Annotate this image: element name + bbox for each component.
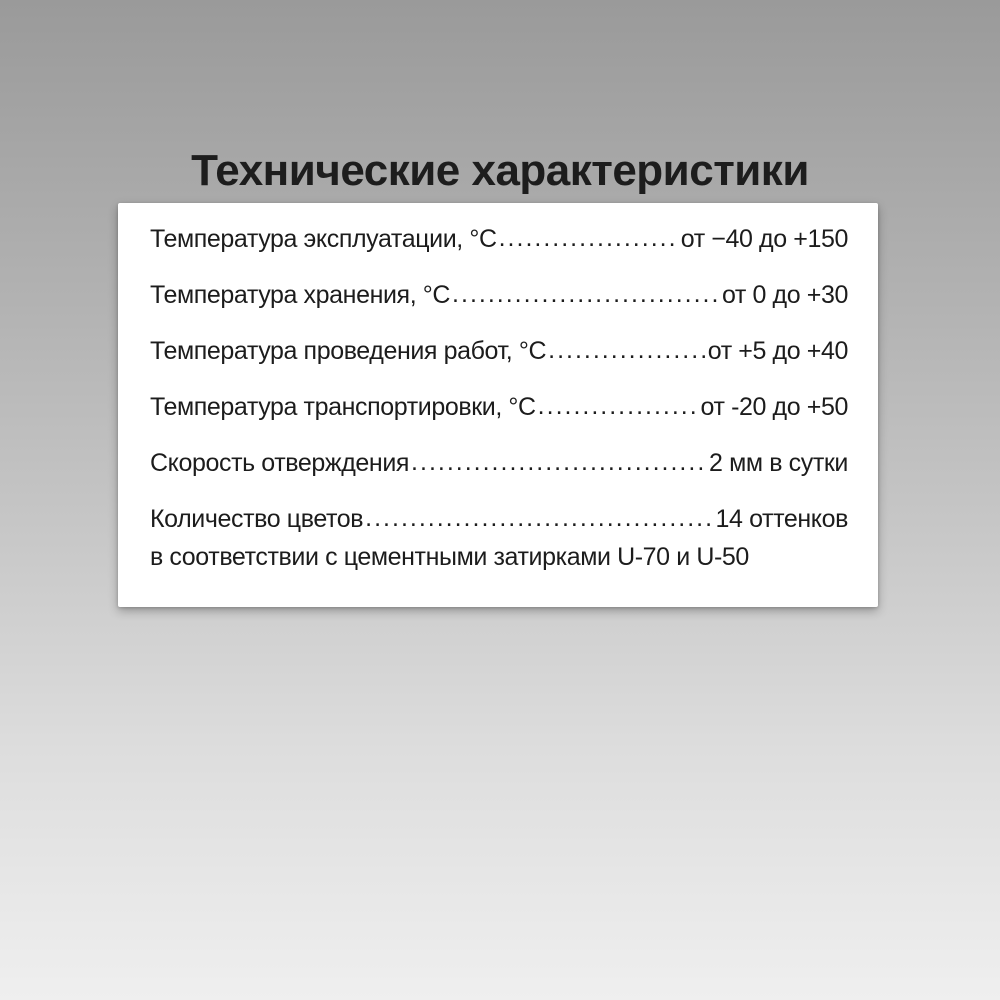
dot-leader [499,226,679,251]
spec-label: Скорость отверждения [150,449,410,477]
spec-row-application-temperature [150,339,848,364]
spec-label: Температура транспортировки, °С [150,393,536,421]
dot-leader [538,394,699,419]
page-title: Технические характеристики [191,146,809,196]
spec-value: 14 оттенков [715,505,848,533]
spec-row-storage-temperature [150,283,848,308]
spec-label: Температура хранения, °С [150,281,451,309]
spec-value: от +5 до +40 [707,337,848,365]
spec-label: Количество цветов [150,505,364,533]
spec-label: Температура эксплуатации, °С [150,225,497,253]
spec-row-color-count [150,507,848,532]
spec-note-color-count: в соответствии с цементными затирками U-70 и U-50 [150,543,749,571]
spec-value: 2 мм в сутки [709,449,848,477]
dot-leader [548,338,706,363]
spec-value: от -20 до +50 [700,393,848,421]
spec-card [118,203,878,607]
dot-leader [411,450,707,475]
dot-leader [365,506,713,531]
spec-row-transport-temperature [150,395,848,420]
dot-leader [452,282,720,307]
spec-label: Температура проведения работ, °С [150,337,547,365]
spec-row-curing-speed [150,451,848,476]
spec-row-operating-temperature [150,227,848,252]
spec-value: от 0 до +30 [721,281,848,309]
spec-value: от −40 до +150 [680,225,848,253]
